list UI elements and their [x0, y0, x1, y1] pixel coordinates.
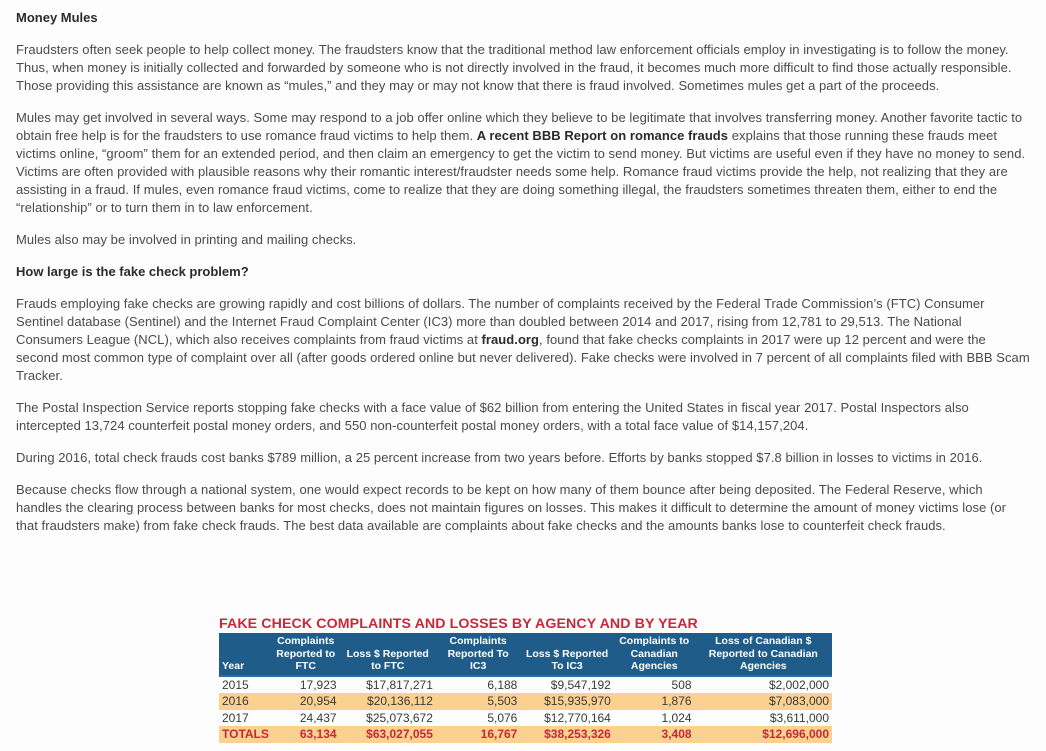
table-row — [219, 693, 832, 710]
cell: 508 — [671, 677, 692, 692]
cell: 17,923 — [299, 677, 337, 692]
table-header-row — [219, 633, 832, 676]
paragraph-printing: Mules also may be involved in printing and mailing checks. — [16, 232, 357, 247]
table-row — [219, 676, 832, 694]
cell-year: 2016 — [219, 693, 272, 710]
bbb-report-link[interactable]: A recent BBB Report on romance frauds — [476, 128, 729, 143]
cell: $3,611,000 — [769, 710, 829, 725]
text: explains that those running these frauds meet victims online, “groom” them for an extended period, and then claim an emergency to get the victim to send money. But victims are useful even if they have no money to send. Victims are often provided with plausible reasons why their romantic interest/fraudster needs some help. Romance fraud victims provide the help, not realizing that they are assisting in a fraud. If mules, even romance fraud victims, come to realize that they are doing something illegal, the fraudsters sometimes threaten them, either to end the “relationship” or to turn them in to law enforcement. — [16, 128, 1026, 215]
cell: $12,770,164 — [544, 710, 611, 725]
cell: 1,024 — [661, 710, 692, 725]
header-ftc-complaints: Complaints Reported to FTC — [272, 633, 340, 676]
cell-total: 3,408 — [614, 726, 695, 743]
fake-check-table-figure — [219, 616, 832, 743]
text: Frauds employing fake checks are growing rapidly and cost billions of dollars. The number of complaints received by the Federal Trade Commission’s (FTC) Consumer Sentinel database (Sentinel) and the Internet Fraud Complaint Center (IC3) more than doubled between 2014 and 2017, rising from 12,781 to 29,513. The National Consumers League (NCL), which also receives complaints from fraud victims at — [16, 296, 985, 347]
cell-total: 63,134 — [272, 726, 340, 743]
text: , found that fake checks complaints in 2017 were up 12 percent and were the second most common type of complaint over all (after goods ordered online but never delivered). Fake checks were involved in 7 percent of all complaints filed with BBB Scam Tracker. — [16, 332, 1030, 383]
cell-total: $63,027,055 — [340, 726, 436, 743]
paragraph-bank-losses: During 2016, total check frauds cost banks $789 million, a 25 percent increase from two years before. Efforts by banks stopped $7.8 billion in losses to victims in 2016. — [16, 450, 983, 465]
table-totals-row — [219, 726, 832, 743]
cell: 24,437 — [299, 710, 337, 725]
cell: $9,547,192 — [550, 677, 611, 692]
cell: 20,954 — [272, 693, 340, 710]
paragraph-federal-reserve: Because checks flow through a national system, one would expect records to be kept on how many of them bounce after being deposited. The Federal Reserve, which handles the clearing process between banks for most checks, does not maintain figures on losses. This makes it difficult to determine the amount of money victims lose (or that fraudsters make) from fake check frauds. The best data available are complaints about fake checks and the amounts banks lose to counterfeit check frauds. — [16, 482, 1006, 533]
table-row — [219, 710, 832, 727]
cell: $15,935,970 — [520, 693, 614, 710]
cell-total: $12,696,000 — [695, 726, 832, 743]
table-title: FAKE CHECK COMPLAINTS AND LOSSES BY AGENCY AND BY YEAR — [219, 616, 698, 632]
cell: $25,073,672 — [366, 710, 433, 725]
cell-total: $38,253,326 — [520, 726, 614, 743]
fraud-org-link[interactable]: fraud.org — [481, 332, 540, 347]
cell-year: 2015 — [222, 677, 249, 692]
cell-totals-label: TOTALS — [219, 726, 272, 743]
cell: 5,076 — [487, 710, 518, 725]
cell: $17,817,271 — [366, 677, 433, 692]
paragraph-fake-checks-growth — [16, 295, 1030, 385]
header-ic3-loss: Loss $ Reported To IC3 — [520, 633, 614, 676]
cell: 5,503 — [436, 693, 520, 710]
cell: $20,136,112 — [340, 693, 436, 710]
cell: $7,083,000 — [695, 693, 832, 710]
paragraph-mules-ways — [16, 109, 1030, 217]
paragraph-intro: Fraudsters often seek people to help collect money. The fraudsters know that the traditional method law enforcement officials employ in investigating is to follow the money. Thus, when money is initially collected and forwarded by someone who is not directly involved in the fraud, it becomes much more difficult to find those actually responsible. Those providing this assistance are known as “mules,” and they may or may not know that there is fraud involved. Sometimes mules get a part of the proceeds. — [16, 42, 1012, 93]
header-year: Year — [219, 633, 272, 676]
section-heading-fake-check: How large is the fake check problem? — [16, 264, 249, 279]
cell: 1,876 — [614, 693, 695, 710]
text: Mules may get involved in several ways. Some may respond to a job offer online which they believe to be legitimate that involves transferring money. Another favorite tactic to obtain free help is for the fraudsters to use romance fraud victims to help them. — [16, 110, 1023, 143]
cell: $2,002,000 — [768, 677, 829, 692]
header-ic3-complaints: Complaints Reported To IC3 — [436, 633, 520, 676]
paragraph-postal-inspection: The Postal Inspection Service reports stopping fake checks with a face value of $62 billion from entering the United States in fiscal year 2017. Postal Inspectors also intercepted 13,724 counterfeit postal money orders, and 550 non-counterfeit postal money orders, with a total face value of $14,157,204. — [16, 400, 969, 433]
complaints-losses-table — [219, 633, 832, 743]
cell-total: 16,767 — [436, 726, 520, 743]
header-ftc-loss: Loss $ Reported to FTC — [340, 633, 436, 676]
header-canadian-complaints: Complaints to Canadian Agencies — [614, 633, 695, 676]
section-heading-money-mules: Money Mules — [16, 10, 98, 25]
cell-year: 2017 — [222, 710, 249, 725]
cell: 6,188 — [487, 677, 518, 692]
header-canadian-loss: Loss of Canadian $ Reported to Canadian Agencies — [695, 633, 832, 676]
